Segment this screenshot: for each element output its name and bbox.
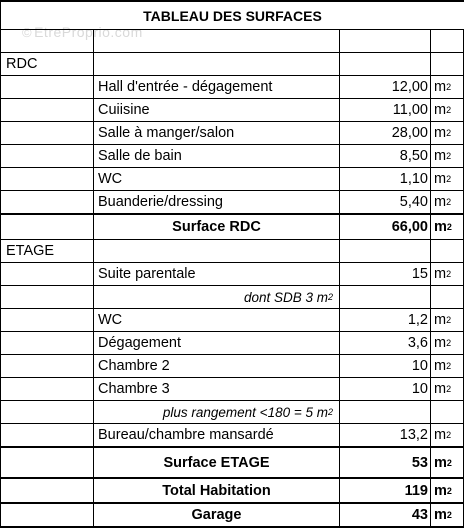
room-label: Salle à manger/salon bbox=[94, 122, 340, 144]
table-row bbox=[0, 167, 464, 190]
unit-text: m bbox=[434, 125, 447, 141]
unit-text: m bbox=[434, 171, 447, 187]
room-label: WC bbox=[94, 309, 340, 331]
blank-row bbox=[0, 29, 464, 52]
empty-cell bbox=[431, 286, 464, 308]
empty-cell bbox=[0, 448, 94, 477]
table-row bbox=[0, 190, 464, 213]
room-area: 28,00 bbox=[340, 122, 431, 144]
unit-cell: m 2 bbox=[431, 424, 464, 446]
empty-cell bbox=[340, 30, 431, 52]
empty-cell bbox=[0, 99, 94, 121]
note-text: plus rangement <180 = 5 m bbox=[162, 404, 328, 420]
empty-cell bbox=[0, 168, 94, 190]
empty-cell bbox=[0, 479, 94, 502]
table-row bbox=[0, 262, 464, 285]
empty-cell bbox=[0, 263, 94, 285]
unit-text: m bbox=[434, 427, 447, 443]
table-title: TABLEAU DES SURFACES bbox=[1, 2, 464, 29]
room-label: Chambre 2 bbox=[94, 355, 340, 377]
empty-cell bbox=[0, 355, 94, 377]
room-area: 10 bbox=[340, 378, 431, 400]
unit-cell: m 2 bbox=[431, 355, 464, 377]
unit-cell: m 2 bbox=[431, 168, 464, 190]
room-label: Buanderie/dressing bbox=[94, 191, 340, 213]
table-row bbox=[0, 354, 464, 377]
note-cell: plus rangement <180 = 5 m 2 bbox=[94, 401, 340, 423]
empty-cell bbox=[0, 424, 94, 446]
empty-cell bbox=[431, 53, 464, 75]
copyright-icon: © bbox=[22, 25, 33, 40]
table-row bbox=[0, 75, 464, 98]
rdc-header-row bbox=[0, 52, 464, 75]
garage-row bbox=[0, 502, 464, 526]
room-label: Cuiisine bbox=[94, 99, 340, 121]
unit-text: m bbox=[434, 482, 447, 499]
unit-cell: m 2 bbox=[431, 504, 464, 526]
etage-total-row bbox=[0, 446, 464, 477]
unit-text: m bbox=[434, 507, 447, 523]
unit-cell: m 2 bbox=[431, 309, 464, 331]
section-name: RDC bbox=[0, 53, 94, 75]
room-area: 1,2 bbox=[340, 309, 431, 331]
garage-row-label: Garage bbox=[94, 504, 340, 526]
note-cell: dont SDB 3 m 2 bbox=[94, 286, 340, 308]
etage-header-row bbox=[0, 239, 464, 262]
unit-cell: m 2 bbox=[431, 332, 464, 354]
unit-cell: m 2 bbox=[431, 378, 464, 400]
section-total-value: 53 bbox=[340, 448, 431, 477]
unit-text: m bbox=[434, 312, 447, 328]
table-row bbox=[0, 377, 464, 400]
empty-cell bbox=[431, 240, 464, 262]
unit-cell: m 2 bbox=[431, 215, 464, 239]
rdc-total-row bbox=[0, 213, 464, 239]
room-label: Dégagement bbox=[94, 332, 340, 354]
total-habitation-row-label: Total Habitation bbox=[94, 479, 340, 502]
empty-cell bbox=[0, 145, 94, 167]
unit-cell: m 2 bbox=[431, 263, 464, 285]
table-row bbox=[0, 285, 464, 308]
table-row bbox=[0, 308, 464, 331]
empty-cell bbox=[94, 30, 340, 52]
room-area: 3,6 bbox=[340, 332, 431, 354]
unit-cell: m 2 bbox=[431, 479, 464, 502]
room-label: Salle de bain bbox=[94, 145, 340, 167]
total-habitation-row-value: 119 bbox=[340, 479, 431, 502]
room-area: 8,50 bbox=[340, 145, 431, 167]
title-row bbox=[0, 0, 464, 29]
empty-cell bbox=[340, 240, 431, 262]
empty-cell bbox=[0, 332, 94, 354]
room-label: Suite parentale bbox=[94, 263, 340, 285]
watermark-text: EtreProprio.com bbox=[34, 24, 143, 40]
unit-text: m bbox=[434, 266, 447, 282]
room-area: 13,2 bbox=[340, 424, 431, 446]
unit-cell: m 2 bbox=[431, 122, 464, 144]
section-total-value: 66,00 bbox=[340, 215, 431, 239]
unit-text: m bbox=[434, 219, 447, 235]
room-label: Hall d'entrée - dégagement bbox=[94, 76, 340, 98]
table-row bbox=[0, 423, 464, 446]
empty-cell bbox=[431, 401, 464, 423]
unit-text: m bbox=[434, 454, 447, 471]
room-label: WC bbox=[94, 168, 340, 190]
section-total-label: Surface ETAGE bbox=[94, 448, 340, 477]
table-row bbox=[0, 331, 464, 354]
room-area: 12,00 bbox=[340, 76, 431, 98]
unit-text: m bbox=[434, 358, 447, 374]
room-label: Chambre 3 bbox=[94, 378, 340, 400]
empty-cell bbox=[0, 309, 94, 331]
table-row bbox=[0, 144, 464, 167]
empty-cell bbox=[340, 286, 431, 308]
note-text: dont SDB 3 m bbox=[243, 289, 328, 305]
empty-cell bbox=[94, 53, 340, 75]
empty-cell bbox=[0, 378, 94, 400]
empty-cell bbox=[431, 30, 464, 52]
empty-cell bbox=[0, 504, 94, 526]
unit-text: m bbox=[434, 335, 447, 351]
empty-cell bbox=[0, 401, 94, 423]
unit-cell: m 2 bbox=[431, 99, 464, 121]
section-total-label: Surface RDC bbox=[94, 215, 340, 239]
empty-cell bbox=[340, 401, 431, 423]
garage-row-value: 43 bbox=[340, 504, 431, 526]
empty-cell bbox=[0, 122, 94, 144]
table-row bbox=[0, 98, 464, 121]
unit-text: m bbox=[434, 194, 447, 210]
table-row bbox=[0, 121, 464, 144]
room-area: 10 bbox=[340, 355, 431, 377]
empty-cell bbox=[340, 53, 431, 75]
empty-cell bbox=[0, 30, 94, 52]
room-area: 11,00 bbox=[340, 99, 431, 121]
room-area: 1,10 bbox=[340, 168, 431, 190]
unit-cell: m 2 bbox=[431, 191, 464, 213]
section-name: ETAGE bbox=[0, 240, 94, 262]
unit-text: m bbox=[434, 381, 447, 397]
unit-text: m bbox=[434, 79, 447, 95]
empty-cell bbox=[94, 240, 340, 262]
table-row bbox=[0, 400, 464, 423]
unit-cell: m 2 bbox=[431, 448, 464, 477]
empty-cell bbox=[0, 76, 94, 98]
unit-text: m bbox=[434, 102, 447, 118]
room-area: 15 bbox=[340, 263, 431, 285]
room-area: 5,40 bbox=[340, 191, 431, 213]
unit-text: m bbox=[434, 148, 447, 164]
empty-cell bbox=[0, 191, 94, 213]
total-habitation-row bbox=[0, 477, 464, 502]
unit-cell: m 2 bbox=[431, 76, 464, 98]
unit-cell: m 2 bbox=[431, 145, 464, 167]
empty-cell bbox=[0, 215, 94, 239]
empty-cell bbox=[0, 286, 94, 308]
room-label: Bureau/chambre mansardé bbox=[94, 424, 340, 446]
